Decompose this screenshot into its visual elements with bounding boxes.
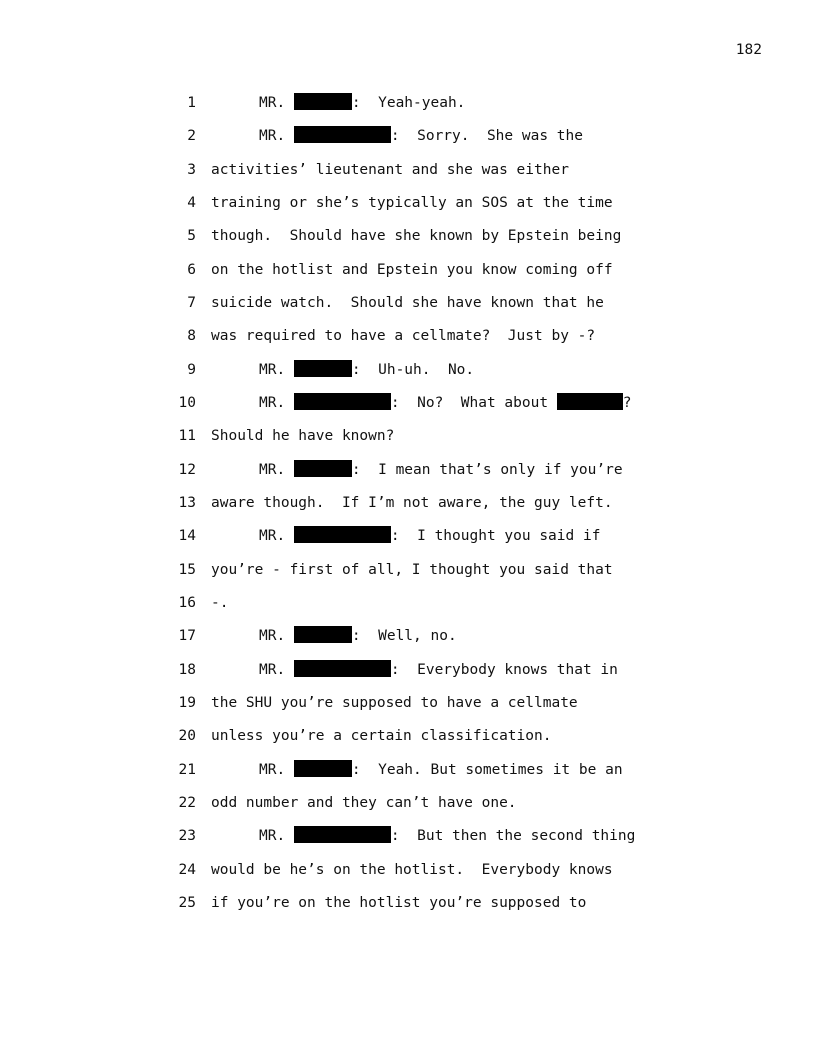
line-content: activities’ lieutenant and she was either bbox=[211, 161, 569, 178]
line-text bbox=[211, 558, 613, 582]
line-text bbox=[211, 324, 595, 348]
transcript-line bbox=[0, 824, 816, 857]
line-content: : Sorry. She was the bbox=[390, 128, 583, 145]
speaker-title: MR. bbox=[259, 461, 294, 478]
speaker-title: MR. bbox=[259, 394, 294, 411]
transcript-line bbox=[0, 858, 816, 891]
redaction-box bbox=[294, 660, 391, 677]
transcript-line bbox=[0, 558, 816, 591]
line-text bbox=[259, 758, 623, 782]
transcript-line bbox=[0, 291, 816, 324]
transcript-line bbox=[0, 491, 816, 524]
line-content: : Yeah. But sometimes it be an bbox=[351, 761, 623, 778]
transcript-line bbox=[0, 258, 816, 291]
line-text bbox=[211, 591, 228, 615]
line-number: 18 bbox=[178, 661, 196, 678]
transcript-line bbox=[0, 91, 816, 124]
line-number: 15 bbox=[178, 561, 196, 578]
redaction-box bbox=[294, 93, 352, 110]
transcript-line bbox=[0, 458, 816, 491]
transcript-line bbox=[0, 891, 816, 924]
speaker-title: MR. bbox=[259, 661, 294, 678]
speaker-title: MR. bbox=[259, 95, 294, 111]
line-number: 11 bbox=[178, 428, 196, 445]
line-text bbox=[211, 224, 621, 248]
line-text bbox=[259, 624, 457, 648]
line-content: Should he have known? bbox=[211, 428, 395, 445]
redaction-box bbox=[294, 826, 391, 843]
line-number: 8 bbox=[187, 328, 196, 345]
line-text bbox=[211, 491, 613, 515]
transcript-line bbox=[0, 391, 816, 424]
line-content: : No? What about bbox=[390, 394, 557, 411]
transcript-line bbox=[0, 524, 816, 557]
line-text bbox=[211, 191, 613, 215]
line-content: though. Should have she known by Epstein being bbox=[211, 228, 622, 245]
speaker-title: MR. bbox=[259, 361, 294, 378]
line-number: 16 bbox=[178, 594, 196, 611]
line-number: 12 bbox=[178, 461, 196, 478]
line-number: 6 bbox=[187, 261, 196, 278]
speaker-title: MR. bbox=[259, 528, 294, 545]
transcript-line bbox=[0, 591, 816, 624]
line-content: odd number and they can’t have one. bbox=[211, 794, 517, 811]
redaction-box bbox=[294, 760, 352, 777]
line-text bbox=[211, 258, 613, 282]
transcript-line bbox=[0, 658, 816, 691]
line-content: if you’re on the hotlist you’re supposed to bbox=[211, 894, 587, 911]
line-number: 19 bbox=[178, 694, 196, 711]
speaker-title: MR. bbox=[259, 761, 294, 778]
line-content: : But then the second thing bbox=[390, 828, 636, 845]
transcript-line bbox=[0, 791, 816, 824]
line-content: suicide watch. Should she have known that he bbox=[211, 294, 604, 311]
line-content: unless you’re a certain classification. bbox=[211, 728, 552, 745]
transcript-line bbox=[0, 191, 816, 224]
line-text bbox=[259, 91, 465, 115]
line-content: on the hotlist and Epstein you know coming off bbox=[211, 261, 613, 278]
line-text bbox=[259, 391, 632, 415]
transcript-body bbox=[0, 91, 816, 924]
line-number: 1 bbox=[187, 95, 196, 111]
transcript-line bbox=[0, 424, 816, 457]
line-content: : I mean that’s only if you’re bbox=[351, 461, 623, 478]
line-content: aware though. If I’m not aware, the guy left. bbox=[211, 494, 613, 511]
line-text bbox=[211, 291, 604, 315]
line-content: would be he’s on the hotlist. Everybody knows bbox=[211, 861, 613, 878]
line-text bbox=[211, 424, 394, 448]
transcript-line bbox=[0, 758, 816, 791]
line-content: : Well, no. bbox=[351, 628, 457, 645]
line-number: 17 bbox=[178, 628, 196, 645]
line-number: 7 bbox=[187, 294, 196, 311]
transcript-line bbox=[0, 724, 816, 757]
line-content: : Uh-uh. No. bbox=[351, 361, 475, 378]
speaker-title: MR. bbox=[259, 128, 294, 145]
line-number: 14 bbox=[178, 528, 196, 545]
line-content-tail: ? bbox=[622, 394, 632, 411]
line-number: 21 bbox=[178, 761, 196, 778]
line-number: 23 bbox=[178, 828, 196, 845]
line-content: : Yeah-yeah. bbox=[351, 95, 466, 111]
line-text bbox=[259, 524, 600, 548]
line-text bbox=[211, 158, 569, 182]
line-text bbox=[259, 824, 635, 848]
transcript-line bbox=[0, 124, 816, 157]
line-number: 13 bbox=[178, 494, 196, 511]
line-text bbox=[211, 691, 578, 715]
redaction-box bbox=[557, 393, 623, 410]
redaction-box bbox=[294, 626, 352, 643]
line-number: 3 bbox=[187, 161, 196, 178]
line-content: training or she’s typically an SOS at the time bbox=[211, 194, 613, 211]
line-number: 20 bbox=[178, 728, 196, 745]
line-text bbox=[259, 458, 623, 482]
transcript-line bbox=[0, 324, 816, 357]
line-content: the SHU you’re supposed to have a cellmate bbox=[211, 694, 578, 711]
speaker-title: MR. bbox=[259, 628, 294, 645]
line-number: 25 bbox=[178, 894, 196, 911]
transcript-line bbox=[0, 691, 816, 724]
speaker-title: MR. bbox=[259, 828, 294, 845]
redaction-box bbox=[294, 460, 352, 477]
line-content: you’re - first of all, I thought you said that bbox=[211, 561, 613, 578]
line-text bbox=[259, 124, 583, 148]
line-number: 4 bbox=[187, 194, 196, 211]
redaction-box bbox=[294, 526, 391, 543]
redaction-box bbox=[294, 393, 391, 410]
transcript-line bbox=[0, 158, 816, 191]
line-content: : Everybody knows that in bbox=[390, 661, 618, 678]
line-number: 5 bbox=[187, 228, 196, 245]
line-text bbox=[211, 891, 586, 915]
line-number: 2 bbox=[187, 128, 196, 145]
line-content: : I thought you said if bbox=[390, 528, 601, 545]
line-number: 22 bbox=[178, 794, 196, 811]
line-content: -. bbox=[211, 594, 229, 611]
transcript-line bbox=[0, 624, 816, 657]
line-text bbox=[259, 358, 474, 382]
line-number: 9 bbox=[187, 361, 196, 378]
line-text bbox=[211, 858, 613, 882]
line-number: 24 bbox=[178, 861, 196, 878]
line-content: was required to have a cellmate? Just by -? bbox=[211, 328, 596, 345]
page-number: 182 bbox=[735, 42, 762, 58]
transcript-line bbox=[0, 224, 816, 257]
line-number: 10 bbox=[178, 394, 196, 411]
line-text bbox=[259, 658, 618, 682]
line-text bbox=[211, 791, 517, 815]
transcript-line bbox=[0, 358, 816, 391]
redaction-box bbox=[294, 360, 352, 377]
redaction-box bbox=[294, 126, 391, 143]
line-text bbox=[211, 724, 551, 748]
